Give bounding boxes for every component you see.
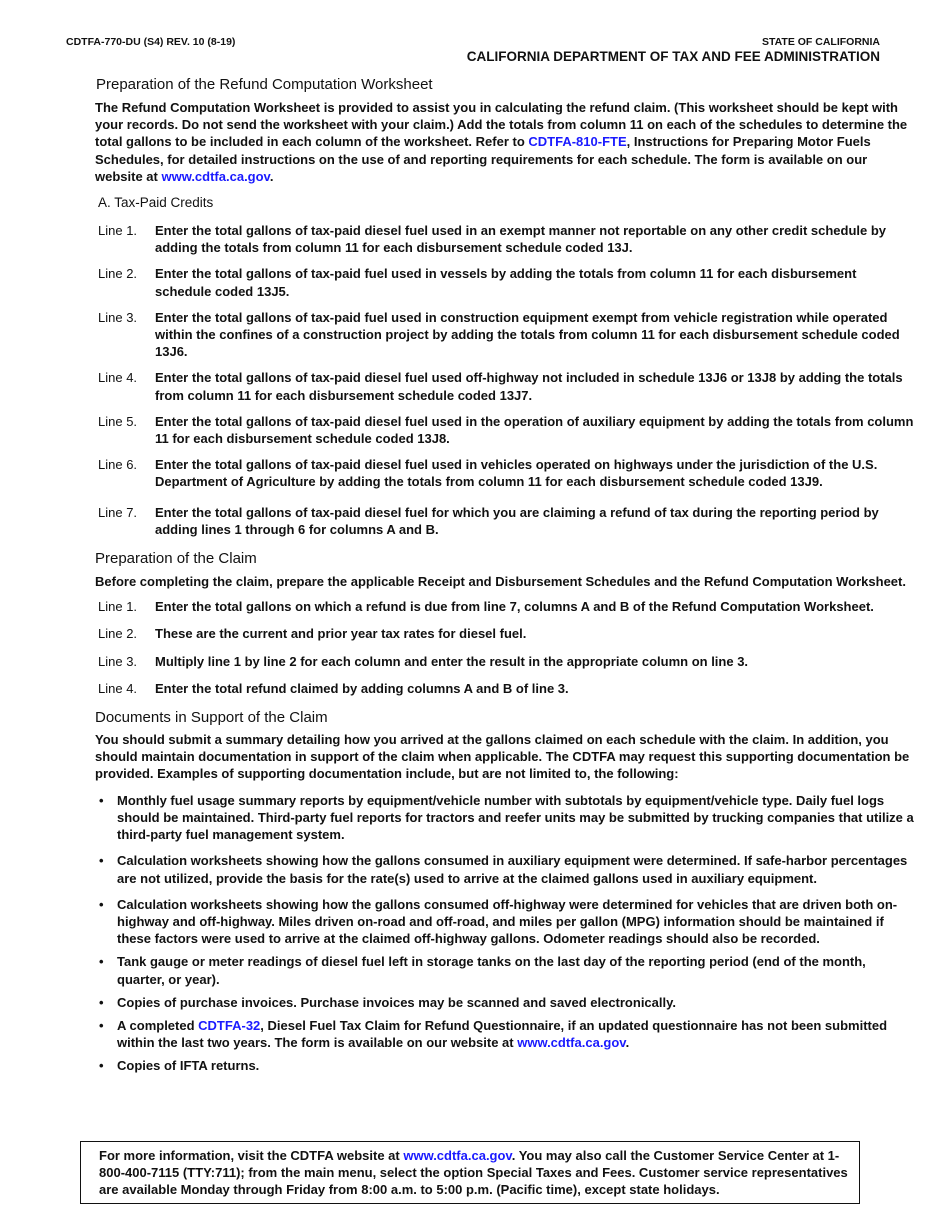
claim-intro: Before completing the claim, prepare the applicable Receipt and Disbursement Schedules and the Refund Computation Worksheet. bbox=[95, 574, 906, 590]
worksheet-intro bbox=[95, 99, 915, 185]
claim-title: Preparation of the Claim bbox=[95, 550, 257, 568]
line-text: Enter the total gallons of tax-paid diesel fuel used off-highway not included in schedule 13J6 or 13J8 by adding the totals from column 11 for each disbursement schedule coded 13J7. bbox=[155, 370, 903, 403]
line-label: Line 4. bbox=[98, 680, 138, 696]
line-text: Enter the total gallons of tax-paid diesel fuel used in the operation of auxiliary equipment by adding the totals from column 11 for each disbursement schedule coded 13J8. bbox=[155, 413, 914, 447]
line-text: Enter the total gallons of tax-paid fuel used in construction equipment exempt from vehicle registration while operated within the confines of a construction project by adding the totals from column 11 for each disbursement schedule coded 13J6. bbox=[155, 309, 900, 360]
claim-line-3 bbox=[95, 653, 915, 670]
line-label: Line 2. bbox=[98, 266, 138, 282]
questionnaire-end: . bbox=[625, 1035, 630, 1051]
claim-line-1 bbox=[95, 598, 915, 615]
intro-end: . bbox=[269, 168, 274, 184]
worksheet-line-7 bbox=[95, 504, 915, 538]
cdtfa-810-fte-link[interactable]: CDTFA-810-FTE bbox=[528, 134, 627, 150]
main-content bbox=[95, 76, 915, 1075]
claim-lines bbox=[95, 598, 915, 697]
cdtfa-32-link[interactable]: CDTFA-32 bbox=[198, 1017, 261, 1033]
claim-line-4 bbox=[95, 680, 915, 697]
list-item: • Monthly fuel usage summary reports by equipment/vehicle number with subtotals by equipment/vehicle type. Daily fuel logs should be maintained. Third-party fuel reports for tractors and reefer units may be submitted by trucking companies that utilize a third-party fuel management system. bbox=[95, 792, 915, 844]
list-item: • Copies of purchase invoices. Purchase invoices may be scanned and saved electronically. bbox=[95, 994, 915, 1011]
website-link[interactable]: www.cdtfa.ca.gov bbox=[517, 1035, 626, 1051]
agency-header bbox=[467, 36, 880, 64]
contact-info-box bbox=[80, 1141, 860, 1204]
line-label: Line 2. bbox=[98, 626, 138, 642]
line-label: Line 1. bbox=[98, 599, 138, 615]
questionnaire-text-2: , Diesel Fuel Tax Claim for Refund Questionnaire, if an updated questionnaire has not been submitted within the last two years. The form is available on our website at bbox=[117, 1017, 888, 1051]
line-text: Enter the total gallons on which a refund is due from line 7, columns A and B of the Refund Computation Worksheet. bbox=[155, 599, 874, 615]
worksheet-line-2 bbox=[95, 265, 915, 299]
intro-text-1: The Refund Computation Worksheet is provided to assist you in calculating the refund claim. (This worksheet should be kept with your records. Do not send the worksheet with your claim.) Add the totals from column 11 on each of the schedules to determine the total gallons to be included in each column of the worksheet. Refer to bbox=[95, 100, 908, 150]
worksheet-lines bbox=[95, 222, 915, 538]
form-id: CDTFA-770-DU (S4) REV. 10 (8-19) bbox=[66, 36, 236, 48]
worksheet-line-4 bbox=[95, 369, 915, 403]
documents-list bbox=[95, 792, 915, 1075]
footer-text-1: For more information, visit the CDTFA website at bbox=[99, 1148, 404, 1163]
website-link[interactable]: www.cdtfa.ca.gov bbox=[161, 168, 270, 184]
documents-title: Documents in Support of the Claim bbox=[95, 709, 328, 727]
line-text: These are the current and prior year tax rates for diesel fuel. bbox=[155, 626, 527, 642]
worksheet-title: Preparation of the Refund Computation Worksheet bbox=[96, 76, 433, 93]
contact-info-text bbox=[99, 1147, 851, 1198]
line-label: Line 4. bbox=[98, 370, 138, 386]
line-text: Enter the total gallons of tax-paid diesel fuel used in an exempt manner not reportable on any other credit schedule by adding the totals from column 11 for each disbursement schedule coded 13J. bbox=[155, 223, 887, 256]
line-text: Enter the total gallons of tax-paid diesel fuel used in vehicles operated on highways under the jurisdiction of the U.S. Department of Agriculture by adding the totals from column 11 for each disbursement schedule coded 13J9. bbox=[155, 457, 878, 490]
line-label: Line 6. bbox=[98, 457, 138, 473]
line-text: Enter the total gallons of tax-paid fuel used in vessels by adding the totals from column 11 for each disbursement schedule coded 13J5. bbox=[155, 266, 857, 299]
line-label: Line 5. bbox=[98, 413, 138, 429]
claim-line-2 bbox=[95, 625, 915, 642]
worksheet-line-3 bbox=[95, 309, 915, 361]
list-item-questionnaire bbox=[95, 1017, 915, 1051]
list-item: • Tank gauge or meter readings of diesel fuel left in storage tanks on the last day of the reporting period (end of the month, quarter, or year). bbox=[95, 953, 915, 987]
state-name: STATE OF CALIFORNIA bbox=[761, 36, 880, 48]
list-item: • Calculation worksheets showing how the gallons consumed off-highway were determined for vehicles that are driven both on-highway and off-highway. Miles driven on-road and off-road, and miles per gallon (MPG) information should be maintained if these factors were used to arrive at the claimed off-highway gallons. Odometer readings should also be recorded. bbox=[95, 896, 915, 948]
documents-intro: You should submit a summary detailing how you arrived at the gallons claimed on each schedule with the claim. In addition, you should maintain documentation in support of the claim when applicable. The CDTFA may request this supporting documentation be provided. Examples of supporting documentation include, but are not limited to, the following: bbox=[95, 732, 910, 782]
worksheet-line-1 bbox=[95, 222, 915, 256]
worksheet-line-6 bbox=[95, 456, 915, 490]
line-label: Line 3. bbox=[98, 653, 138, 669]
line-label: Line 3. bbox=[98, 309, 138, 325]
intro-text-2: , Instructions for Preparing Motor Fuels Schedules, for detailed instructions on the use of and reporting requirements for each schedule. The form is available on our website at bbox=[95, 134, 871, 184]
list-item: • Copies of IFTA returns. bbox=[95, 1057, 915, 1074]
worksheet-line-5 bbox=[95, 413, 915, 447]
line-label: Line 1. bbox=[98, 223, 138, 239]
website-link[interactable]: www.cdtfa.ca.gov bbox=[403, 1148, 512, 1163]
department-name: CALIFORNIA DEPARTMENT OF TAX AND FEE ADMINISTRATION bbox=[466, 49, 880, 64]
list-item: • Calculation worksheets showing how the gallons consumed in auxiliary equipment were determined. If safe-harbor percentages are not utilized, provide the basis for the rate(s) used to arrive at the claimed gallons used in auxiliary equipment. bbox=[95, 852, 915, 886]
line-text: Enter the total gallons of tax-paid diesel fuel for which you are claiming a refund of tax during the reporting period by adding lines 1 through 6 for columns A and B. bbox=[155, 504, 879, 537]
line-label: Line 7. bbox=[98, 504, 138, 520]
line-text: Enter the total refund claimed by adding columns A and B of line 3. bbox=[155, 680, 569, 696]
section-a-title: A. Tax-Paid Credits bbox=[98, 195, 214, 211]
footer-text-2: . You may also call the Customer Service Center at 1-800-400-7115 (TTY:711); from the main menu, select the option Special Taxes and Fees. Customer service representatives are available Monday through Friday from 8:00 a.m. to 5:00 p.m. (Pacific time), except state holidays. bbox=[99, 1148, 848, 1197]
line-text: Multiply line 1 by line 2 for each column and enter the result in the appropriate column on line 3. bbox=[155, 653, 749, 669]
questionnaire-text-1: A completed bbox=[117, 1017, 199, 1033]
